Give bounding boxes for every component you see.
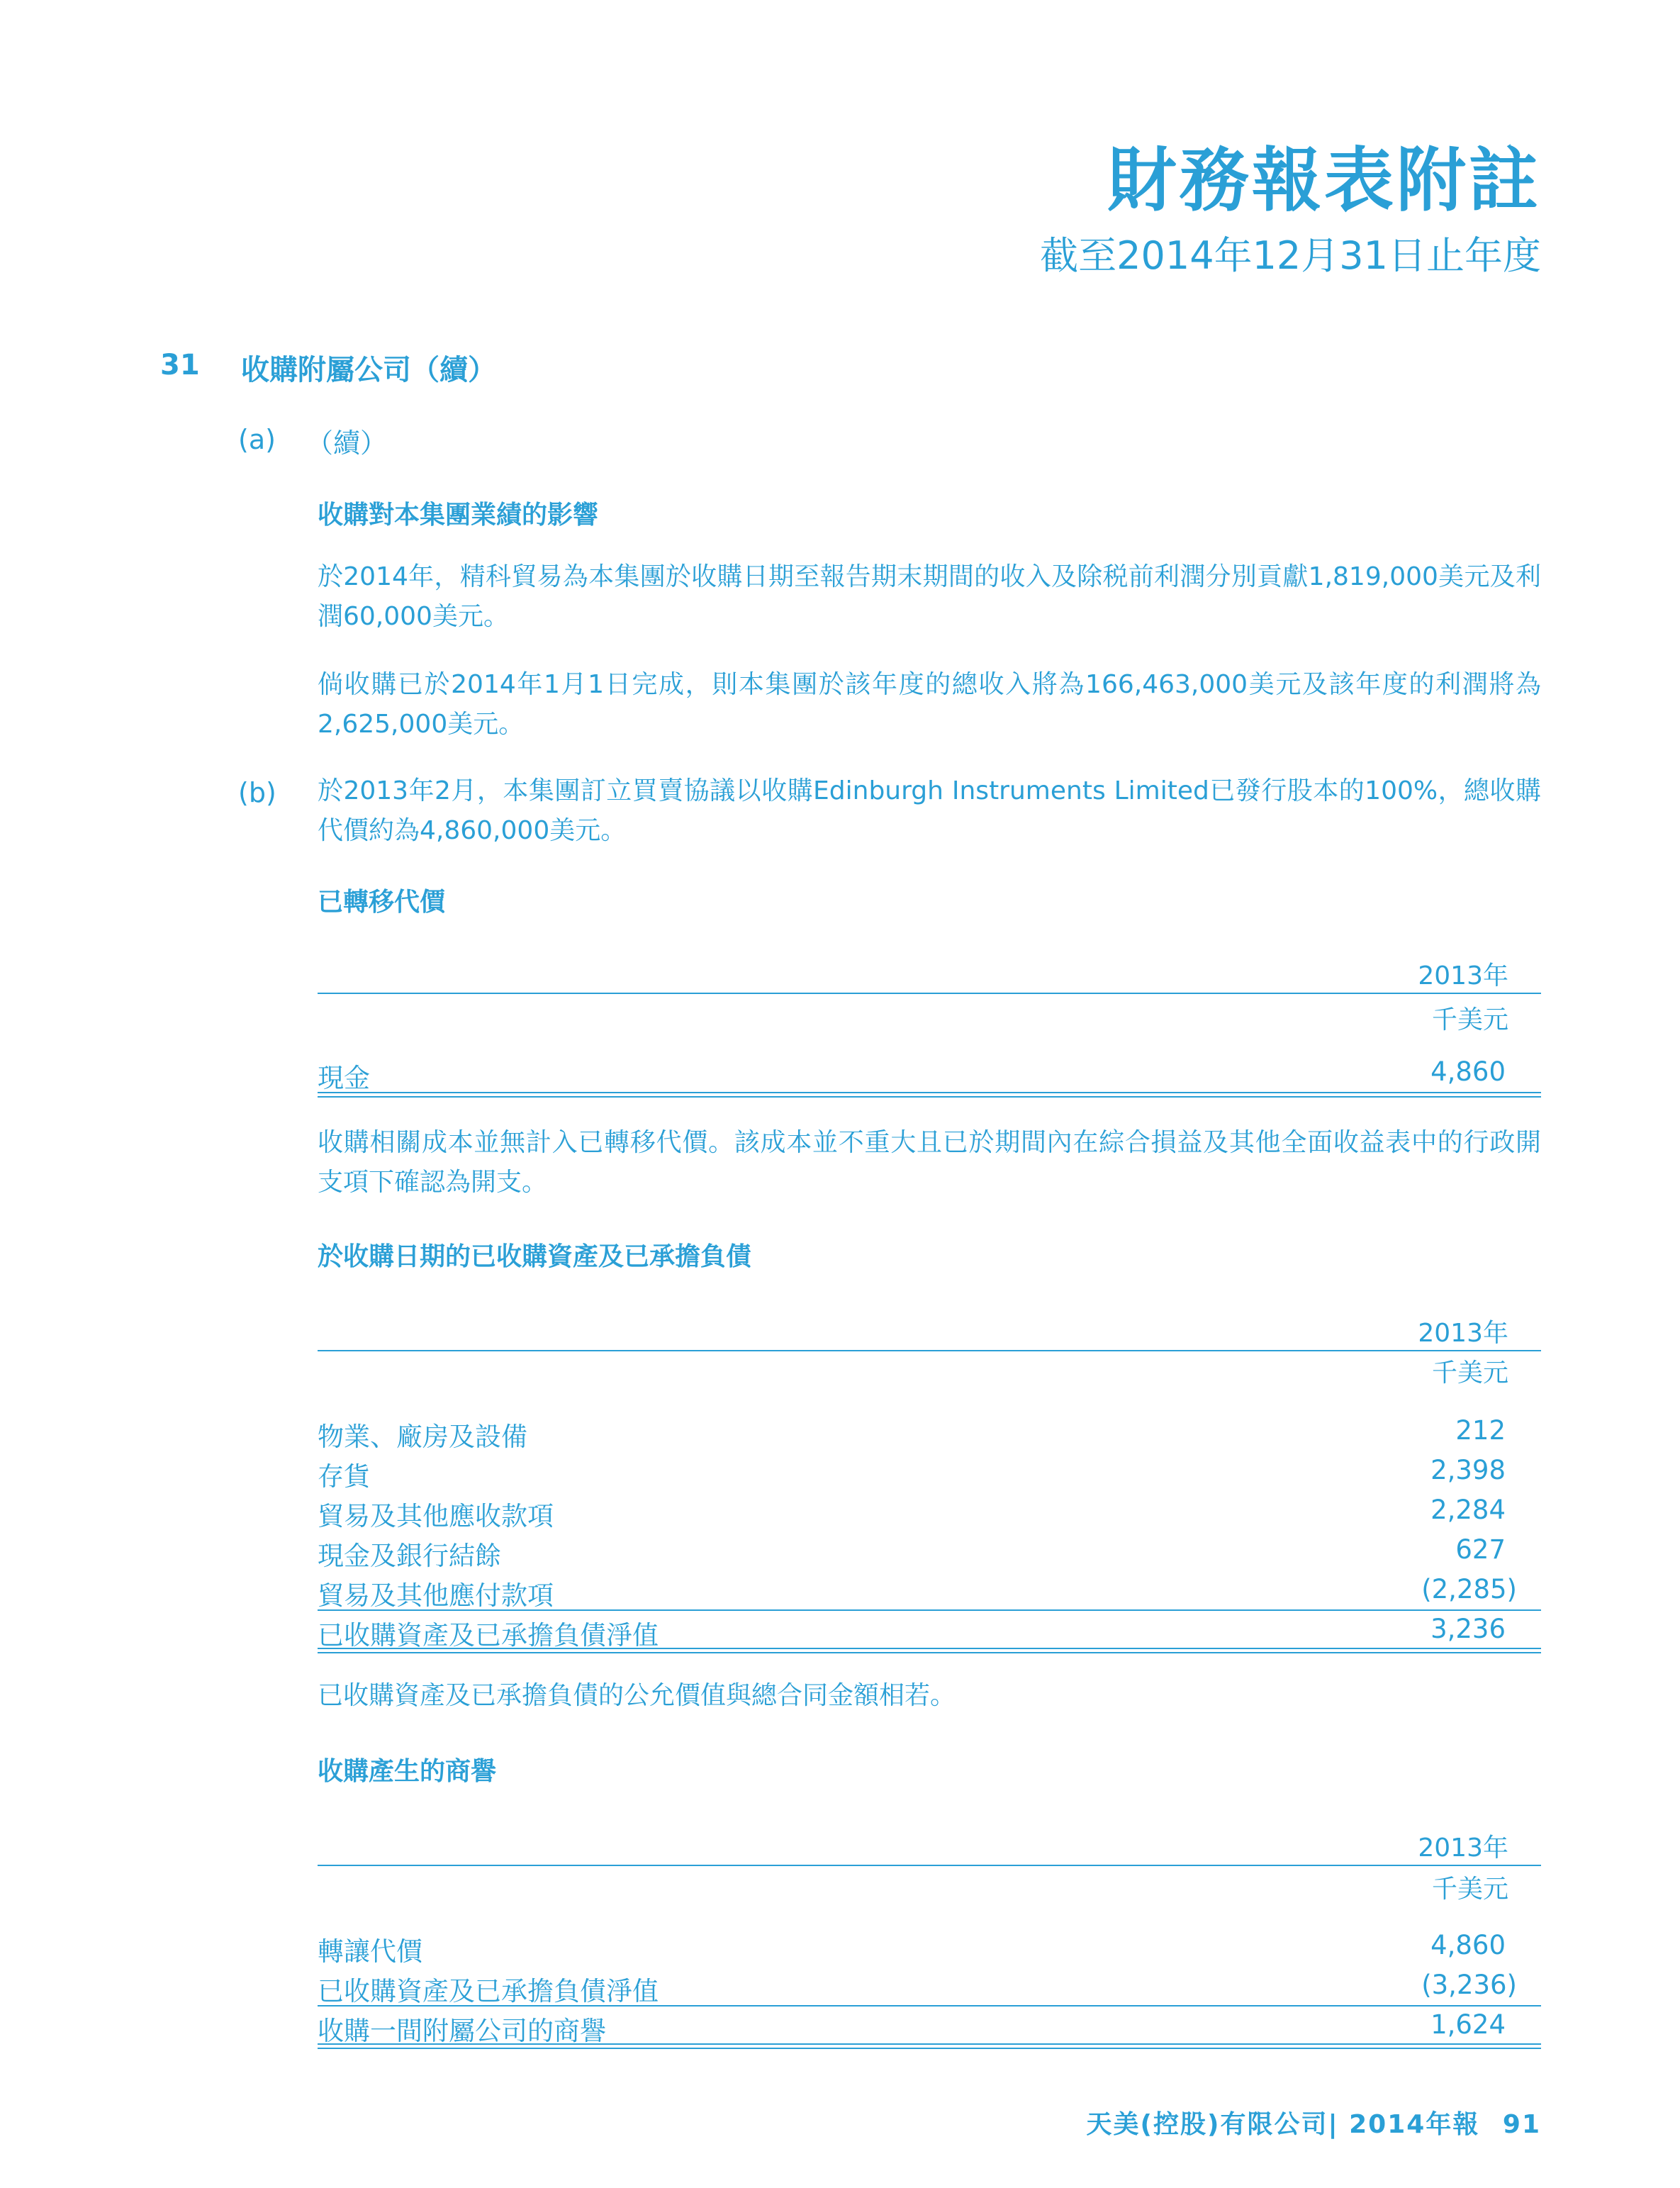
section-title: 收購附屬公司（續） xyxy=(241,354,496,386)
row-value: (2,285) xyxy=(1421,1574,1517,1604)
part-a-heading: 收購對本集團業績的影響 xyxy=(318,501,599,530)
table-header-unit: 千美元 xyxy=(1431,1875,1508,1904)
row-label: 存貨 xyxy=(318,1461,370,1492)
assets-heading: 於收購日期的已收購資產及已承擔負債 xyxy=(318,1242,752,1271)
footer-company-report: 天美(控股)有限公司| 2014年報 xyxy=(1086,2110,1480,2139)
table-row xyxy=(318,1411,1541,1451)
table-header-year: 2013年 xyxy=(1418,1833,1508,1863)
row-label: 貿易及其他應收款項 xyxy=(318,1501,554,1531)
page-subtitle: 截至2014年12月31日止年度 xyxy=(1040,233,1541,278)
page-number: 91 xyxy=(1502,2110,1541,2139)
row-value: 212 xyxy=(1455,1415,1506,1446)
table-row xyxy=(318,1490,1541,1530)
table-header-unit: 千美元 xyxy=(1431,1358,1508,1388)
row-value: 4,860 xyxy=(1430,1930,1506,1960)
row-label: 現金及銀行結餘 xyxy=(318,1541,501,1571)
row-value: 2,398 xyxy=(1430,1455,1506,1485)
assets-note: 已收購資產及已承擔負債的公允價值與總合同金額相若。 xyxy=(318,1681,956,1710)
total-value: 3,236 xyxy=(1430,1614,1506,1644)
table-divider xyxy=(318,993,1541,994)
table-row xyxy=(318,1926,1541,1965)
consideration-table xyxy=(318,953,1541,1095)
row-label: 已收購資產及已承擔負債淨值 xyxy=(318,1976,659,2006)
table-row xyxy=(318,1451,1541,1490)
table-header-unit: 千美元 xyxy=(1431,1005,1508,1034)
row-label: 現金 xyxy=(318,1063,370,1093)
table-divider xyxy=(318,1865,1541,1866)
table-total-rule xyxy=(318,1648,1541,1653)
part-a-paragraph-2: 倘收購已於2014年1月1日完成，則本集團於該年度的總收入將為166,463,000美元及該年度的利潤將為2,625,000美元。 xyxy=(318,670,1541,739)
table-total-rule xyxy=(318,1092,1541,1098)
section-number: 31 xyxy=(160,349,200,381)
table-total-row xyxy=(318,2005,1541,2045)
total-label: 收購一間附屬公司的商譽 xyxy=(318,2016,606,2046)
row-value: (3,236) xyxy=(1421,1970,1517,2000)
row-value: 2,284 xyxy=(1430,1495,1506,1525)
page-footer xyxy=(1087,2104,1541,2140)
table-header-year: 2013年 xyxy=(1418,961,1508,990)
part-a-paragraph-1: 於2014年，精科貿易為本集團於收購日期至報告期末期間的收入及除税前利潤分別貢獻1,819,000美元及利潤60,000美元。 xyxy=(318,562,1541,631)
table-total-row xyxy=(318,1609,1541,1649)
consideration-heading: 已轉移代價 xyxy=(318,888,446,917)
table-row xyxy=(318,1530,1541,1570)
row-value: 627 xyxy=(1455,1534,1506,1565)
row-label: 物業、廠房及設備 xyxy=(318,1422,527,1452)
row-value: 4,860 xyxy=(1430,1056,1506,1087)
table-header-year: 2013年 xyxy=(1418,1319,1508,1348)
table-row xyxy=(318,1965,1541,2005)
row-label: 轉讓代價 xyxy=(318,1936,422,1967)
table-divider xyxy=(318,1350,1541,1351)
row-label: 貿易及其他應付款項 xyxy=(318,1580,554,1611)
page-title: 財務報表附註 xyxy=(1107,140,1541,221)
part-a-label: (a) xyxy=(238,424,276,455)
goodwill-table xyxy=(318,1825,1541,2052)
table-row xyxy=(318,1052,1541,1092)
part-b-label: (b) xyxy=(238,777,276,808)
assets-table xyxy=(318,1310,1541,1651)
table-row xyxy=(318,1570,1541,1609)
total-label: 已收購資產及已承擔負債淨值 xyxy=(318,1620,659,1651)
table-total-rule xyxy=(318,2043,1541,2049)
part-b-intro: 於2013年2月，本集團訂立買賣協議以收購Edinburgh Instruments Limited已發行股本的100%，總收購代價約為4,860,000美元。 xyxy=(318,776,1541,845)
goodwill-heading: 收購產生的商譽 xyxy=(318,1757,497,1786)
part-a-continued: （續） xyxy=(306,428,388,459)
total-value: 1,624 xyxy=(1430,2009,1506,2040)
consideration-note: 收購相關成本並無計入已轉移代價。該成本並不重大且已於期間內在綜合損益及其他全面收益表中的行政開支項下確認為開支。 xyxy=(318,1128,1541,1197)
